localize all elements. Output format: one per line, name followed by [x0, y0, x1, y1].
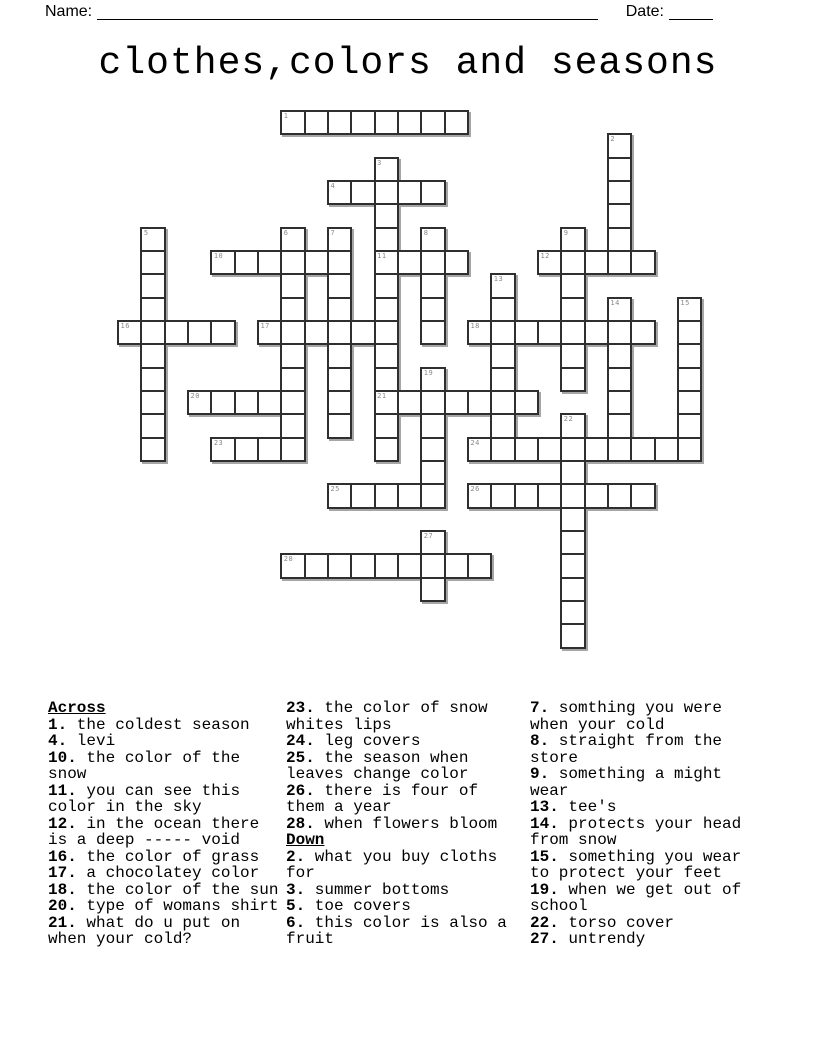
grid-cell[interactable]: [490, 367, 515, 392]
grid-cell[interactable]: [654, 437, 679, 462]
grid-cell[interactable]: [397, 553, 422, 578]
clue-text: toe covers: [305, 897, 411, 915]
cell-number: 18: [470, 321, 480, 330]
clue-number: 7.: [530, 699, 550, 717]
grid-cell[interactable]: [257, 390, 282, 415]
clue-number: 22.: [530, 913, 559, 932]
cell-number: 17: [260, 321, 270, 330]
clue-text: when we get out of school: [530, 880, 742, 915]
clue-text: the season when leaves change color: [286, 748, 469, 783]
grid-cell[interactable]: [420, 577, 445, 602]
clue-number: 20.: [48, 897, 77, 915]
grid-cell[interactable]: [420, 250, 445, 275]
grid-cell[interactable]: [514, 390, 539, 415]
clue-text: this color is also a fruit: [286, 913, 507, 948]
grid-cell[interactable]: [397, 250, 422, 275]
grid-cell[interactable]: [420, 483, 445, 508]
clue: [286, 750, 519, 783]
cell-number: 1: [283, 112, 289, 120]
clue-number: 5.: [286, 897, 306, 915]
cell-number: 23: [213, 438, 224, 447]
grid-cell[interactable]: [607, 320, 632, 345]
clue-text: the coldest season: [67, 715, 250, 734]
clue: [530, 700, 761, 733]
clue-text: something you wear to protect your feet: [530, 847, 742, 882]
grid-cell[interactable]: [327, 110, 352, 135]
grid-cell[interactable]: [560, 297, 585, 322]
clue-number: 12.: [48, 814, 77, 833]
clue-text: somthing you were when your cold: [530, 699, 723, 734]
grid-cell[interactable]: [420, 180, 445, 205]
cell-number: 15: [680, 298, 690, 307]
clue-number: 2.: [286, 847, 306, 866]
date-input-line[interactable]: [669, 4, 713, 20]
clue-text: summer bottoms: [305, 880, 450, 899]
grid-cell[interactable]: [420, 390, 445, 415]
grid-cell[interactable]: [374, 180, 399, 205]
grid-cell[interactable]: [350, 110, 375, 135]
grid-cell[interactable]: [420, 553, 445, 578]
grid-cell[interactable]: [607, 157, 632, 182]
clue-text: the color of the snow: [48, 748, 241, 783]
grid-cell[interactable]: [327, 297, 352, 322]
date-label: Date:: [625, 3, 664, 20]
name-label: Name:: [45, 3, 93, 20]
clue: [286, 733, 519, 750]
cell-number: 11: [377, 251, 387, 260]
grid-cell[interactable]: [327, 367, 352, 392]
grid-cell[interactable]: [280, 250, 305, 275]
grid-cell[interactable]: [397, 483, 422, 508]
cell-number: 16: [120, 321, 130, 330]
cell-number: 4: [330, 181, 336, 190]
cell-number: 2: [610, 135, 616, 144]
clue: [48, 733, 285, 750]
grid-cell[interactable]: [140, 320, 165, 345]
cell-number: 13: [493, 275, 504, 284]
clue-number: 23.: [286, 699, 315, 717]
clue: [286, 783, 519, 816]
grid-cell[interactable]: [257, 437, 282, 462]
grid-cell[interactable]: [560, 623, 585, 648]
grid-cell[interactable]: [560, 530, 585, 555]
grid-cell[interactable]: [140, 390, 165, 415]
clue-text: what do u put on when your cold?: [48, 913, 241, 948]
clue-number: 28.: [286, 814, 315, 833]
grid-cell[interactable]: [630, 320, 655, 345]
grid-cell[interactable]: [560, 343, 585, 368]
clue-text: there is four of them a year: [286, 781, 479, 816]
grid-cell[interactable]: [677, 437, 702, 462]
clue: [530, 766, 761, 799]
grid-cell[interactable]: [537, 437, 562, 462]
clue: [48, 849, 285, 866]
grid-cell[interactable]: [304, 110, 329, 135]
grid-cell[interactable]: [537, 320, 562, 345]
cell-number: 14: [610, 298, 620, 307]
grid-cell[interactable]: [584, 250, 609, 275]
grid-cell[interactable]: [374, 203, 399, 228]
grid-cell[interactable]: [374, 413, 399, 438]
grid-cell[interactable]: [280, 320, 305, 345]
grid-cell[interactable]: [420, 460, 445, 485]
clue-text: what you buy cloths for: [286, 847, 498, 882]
grid-cell[interactable]: [560, 460, 585, 485]
clue: [48, 915, 285, 948]
grid-cell[interactable]: [280, 390, 305, 415]
clue: [48, 816, 285, 849]
cell-number: 19: [423, 368, 434, 377]
clue-number: 27.: [530, 930, 559, 948]
grid-cell[interactable]: [490, 437, 515, 462]
clue: [530, 931, 761, 948]
grid-cell[interactable]: [164, 320, 189, 345]
clue-number: 21.: [48, 913, 77, 932]
clue: [286, 700, 519, 733]
clue-text: type of womans shirt: [76, 897, 279, 915]
clue: [48, 783, 285, 816]
clue-text: you can see this color in the sky: [48, 781, 241, 816]
grid-cell[interactable]: [560, 367, 585, 392]
cell-number: 26: [470, 485, 480, 494]
grid-cell[interactable]: [234, 390, 259, 415]
clue-text: leg covers: [314, 732, 421, 750]
grid-cell[interactable]: [420, 297, 445, 322]
cell-number: 27: [423, 531, 434, 540]
grid-cell[interactable]: [140, 250, 165, 275]
grid-cell[interactable]: [560, 273, 585, 298]
grid-cell[interactable]: [140, 413, 165, 438]
clue-text: the color of snow whites lips: [286, 699, 488, 734]
grid-cell[interactable]: [490, 390, 515, 415]
grid-cell[interactable]: [280, 437, 305, 462]
grid-cell[interactable]: [560, 483, 585, 508]
clue-text: straight from the store: [530, 732, 723, 767]
clue: [48, 750, 285, 783]
clue: [530, 915, 761, 932]
clue: [286, 898, 519, 915]
grid-cell[interactable]: [607, 413, 632, 438]
grid-cell[interactable]: [374, 273, 399, 298]
clue: [286, 915, 519, 948]
grid-cell[interactable]: [350, 483, 375, 508]
grid-cell[interactable]: [257, 250, 282, 275]
grid-cell[interactable]: [234, 250, 259, 275]
grid-cell[interactable]: [397, 110, 422, 135]
grid-cell[interactable]: [350, 553, 375, 578]
clue-text: in the ocean there is a deep ----- void: [48, 814, 260, 849]
grid-cell[interactable]: [514, 320, 539, 345]
clue: [48, 898, 285, 915]
clue-number: 4.: [48, 732, 68, 750]
clue-text: tee's: [558, 798, 617, 816]
grid-cell[interactable]: [560, 320, 585, 345]
grid-cell[interactable]: [397, 180, 422, 205]
grid-cell[interactable]: [560, 437, 585, 462]
grid-cell[interactable]: [444, 390, 469, 415]
grid-cell[interactable]: [607, 203, 632, 228]
grid-cell[interactable]: [280, 297, 305, 322]
clue: [286, 882, 519, 899]
clue-column-3: [530, 700, 761, 948]
clue-number: 8.: [530, 732, 550, 750]
clue-number: 1.: [48, 715, 68, 734]
grid-cell[interactable]: [280, 413, 305, 438]
grid-cell[interactable]: [374, 297, 399, 322]
grid-cell[interactable]: [420, 320, 445, 345]
cell-number: 7: [330, 228, 336, 237]
grid-cell[interactable]: [140, 297, 165, 322]
clue: [48, 717, 285, 734]
grid-cell[interactable]: [420, 413, 445, 438]
clue: [48, 865, 285, 882]
grid-cell[interactable]: [374, 437, 399, 462]
cell-number: 9: [563, 228, 569, 237]
grid-cell[interactable]: [374, 227, 399, 252]
cell-number: 5: [143, 228, 149, 237]
clue: [48, 882, 285, 899]
clue: [530, 882, 761, 915]
grid-cell[interactable]: [607, 367, 632, 392]
grid-cell[interactable]: [607, 483, 632, 508]
clue-text: protects your head from snow: [530, 814, 742, 849]
cell-number: 12: [540, 251, 550, 260]
grid-cell[interactable]: [677, 367, 702, 392]
header: [45, 2, 713, 20]
clue-number: 3.: [286, 880, 306, 899]
grid-cell[interactable]: [420, 273, 445, 298]
grid-cell[interactable]: [327, 320, 352, 345]
clue-number: 17.: [48, 864, 77, 882]
grid-cell[interactable]: [607, 227, 632, 252]
cell-number: 22: [563, 415, 574, 424]
grid-cell[interactable]: [327, 250, 352, 275]
grid-cell[interactable]: [327, 390, 352, 415]
cell-number: 10: [213, 251, 224, 260]
grid-cell[interactable]: [140, 367, 165, 392]
name-input-line[interactable]: [97, 4, 598, 20]
grid-cell[interactable]: [444, 250, 469, 275]
grid-cell[interactable]: [140, 437, 165, 462]
clue: [286, 816, 519, 833]
grid-cell[interactable]: [560, 507, 585, 532]
clue-number: 24.: [286, 732, 315, 750]
grid-cell[interactable]: [630, 250, 655, 275]
clue-number: 16.: [48, 847, 77, 866]
grid-cell[interactable]: [374, 553, 399, 578]
grid-cell[interactable]: [420, 437, 445, 462]
grid-cell[interactable]: [304, 250, 329, 275]
cell-number: 24: [470, 438, 480, 447]
clue-number: 18.: [48, 880, 77, 899]
grid-cell[interactable]: [327, 553, 352, 578]
grid-cell[interactable]: [420, 110, 445, 135]
clue-number: 13.: [530, 798, 559, 816]
grid-cell[interactable]: [490, 483, 515, 508]
grid-cell[interactable]: [677, 390, 702, 415]
clue: [530, 733, 761, 766]
grid-cell[interactable]: [444, 110, 469, 135]
clue-text: untrendy: [558, 930, 646, 948]
cell-number: 3: [377, 158, 382, 167]
grid-cell[interactable]: [304, 553, 329, 578]
grid-cell[interactable]: [560, 250, 585, 275]
cell-number: 8: [423, 228, 429, 237]
cell-number: 20: [190, 391, 200, 400]
grid-cell[interactable]: [584, 437, 609, 462]
clue-text: the color of grass: [76, 847, 260, 866]
grid-cell[interactable]: [514, 437, 539, 462]
cell-number: 6: [283, 228, 289, 237]
clue-text: when flowers bloom: [314, 814, 498, 833]
clue-number: 10.: [48, 748, 77, 767]
grid-cell[interactable]: [560, 553, 585, 578]
grid-cell[interactable]: [560, 600, 585, 625]
grid-cell[interactable]: [677, 413, 702, 438]
grid-cell[interactable]: [350, 180, 375, 205]
grid-cell[interactable]: [490, 413, 515, 438]
clue-text: torso cover: [558, 913, 675, 932]
clue-text: levi: [67, 732, 116, 750]
grid-cell[interactable]: [467, 390, 492, 415]
clue: [530, 799, 761, 816]
clue-number: 6.: [286, 913, 306, 932]
cell-number: 25: [330, 485, 340, 494]
clue-number: 14.: [530, 814, 559, 833]
grid-cell[interactable]: [584, 483, 609, 508]
grid-cell[interactable]: [537, 483, 562, 508]
grid-cell[interactable]: [374, 343, 399, 368]
grid-cell[interactable]: [607, 390, 632, 415]
grid-cell[interactable]: [560, 577, 585, 602]
cell-number: 28: [283, 555, 294, 564]
grid-cell[interactable]: [234, 437, 259, 462]
grid-cell[interactable]: [327, 343, 352, 368]
grid-cell[interactable]: [630, 437, 655, 462]
clue-number: 19.: [530, 880, 559, 899]
clue-number: 11.: [48, 781, 77, 800]
grid-cell[interactable]: [140, 273, 165, 298]
puzzle-title: clothes,colors and seasons: [98, 42, 718, 85]
grid-cell[interactable]: [630, 483, 655, 508]
grid-cell[interactable]: [280, 367, 305, 392]
grid-cell[interactable]: [607, 250, 632, 275]
clue: [530, 816, 761, 849]
cell-number: 21: [377, 391, 387, 400]
clue-text: a chocolatey color: [76, 864, 260, 882]
clue-number: 26.: [286, 781, 315, 800]
grid-cell[interactable]: [467, 553, 492, 578]
grid-cell[interactable]: [280, 273, 305, 298]
grid-cell[interactable]: [490, 297, 515, 322]
clue-list-heading: Across: [48, 699, 106, 717]
clue-number: 15.: [530, 847, 559, 866]
grid-cell[interactable]: [677, 343, 702, 368]
clue-number: 9.: [530, 765, 550, 783]
grid-cell[interactable]: [397, 390, 422, 415]
grid-cell[interactable]: [490, 343, 515, 368]
clue-text: the color of the sun: [76, 880, 279, 899]
clue-column-2: [286, 700, 519, 948]
grid-cell[interactable]: [490, 320, 515, 345]
clue-column-1: [48, 700, 285, 948]
grid-cell[interactable]: [374, 110, 399, 135]
grid-cell[interactable]: [210, 390, 235, 415]
grid-cell[interactable]: [607, 343, 632, 368]
grid-cell[interactable]: [140, 343, 165, 368]
clue-number: 25.: [286, 748, 315, 767]
clue: [530, 849, 761, 882]
grid-cell[interactable]: [187, 320, 212, 345]
grid-cell[interactable]: [607, 437, 632, 462]
clue-list-heading: Down: [286, 831, 325, 849]
grid-cell[interactable]: [374, 320, 399, 345]
grid-cell[interactable]: [444, 553, 469, 578]
grid-cell[interactable]: [514, 483, 539, 508]
clue-text: something a might wear: [530, 765, 723, 800]
grid-cell[interactable]: [210, 320, 235, 345]
grid-cell[interactable]: [374, 367, 399, 392]
grid-cell[interactable]: [374, 483, 399, 508]
clue: [286, 849, 519, 882]
grid-cell[interactable]: [280, 343, 305, 368]
grid-cell[interactable]: [350, 320, 375, 345]
grid-cell[interactable]: [327, 413, 352, 438]
grid-cell[interactable]: [677, 320, 702, 345]
grid-cell[interactable]: [584, 320, 609, 345]
grid-cell[interactable]: [607, 180, 632, 205]
grid-cell[interactable]: [327, 273, 352, 298]
grid-cell[interactable]: [304, 320, 329, 345]
